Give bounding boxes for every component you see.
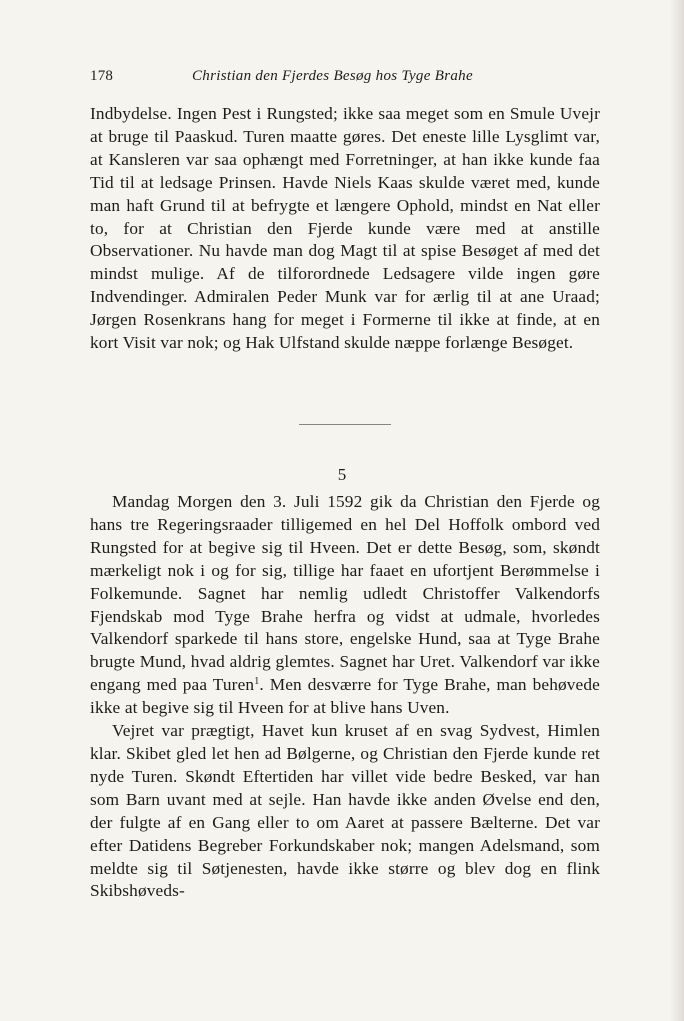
section-paragraph-2: Vejret var prægtigt, Havet kun kruset af en svag Sydvest, Himlen klar. Skibet gled let hen ad Bølgerne, og Christian den Fjerde kunde ret nyde Turen. Skøndt Eftertiden har villet vide bedre Besked, var han som Barn uvant med at sejle. Han havde ikke anden Øvelse end den, der fulgte af en Gang eller to om Aaret at passere Bælterne. Det var efter Datidens Begreber Forkundskaber nok; mangen Adelsmand, som meldte sig til Søtjenesten, havde ikke større og blev dog en flink Skibshøveds- <box>90 721 600 901</box>
running-head-title: Christian den Fjerdes Besøg hos Tyge Brahe <box>192 68 473 84</box>
continuation-text <box>90 103 600 355</box>
footnote-marker[interactable]: 1 <box>254 676 260 688</box>
paragraph-1-text: Mandag Morgen den 3. Juli 1592 gik da Christian den Fjerde og hans tre Regeringsraader tilligemed en hel Del Hoffolk ombord ved Rungsted for at begive sig til Hveen. Det er dette Besøg, som, skøndt mærkeligt nok i og for sig, tillige har faaet en ufortjent Berømmelse i Folkemunde. Sagnet har nemlig udledt Christoffer Valkendorfs Fjendskab mod Tyge Brahe herfra og vidst at udmale, hvorledes Valkendorf sparkede til hans store, engelske Hund, saa at Tyge Brahe brugte Mund, hvad aldrig glemtes. Sagnet har Uret. Valkendorf var ikke engang med paa Turen <box>90 492 600 695</box>
running-head <box>90 68 600 92</box>
paragraph-1-continuation: . Men desværre for Tyge Brahe, man behøvede ikke at begive sig til Hveen for at blive hans Uven. <box>90 675 600 718</box>
page-number: 178 <box>90 68 114 84</box>
section-number: 5 <box>337 465 347 484</box>
section-paragraph-1 <box>90 491 600 720</box>
continuation-paragraph: Indbydelse. Ingen Pest i Rungsted; ikke saa meget som en Smule Uvejr at bruge til Paaskud. Turen maatte gøres. Det eneste lille Lysglimt var, at Kansleren var saa ophængt med Forretninger, at han ikke kunde faa Tid til at ledsage Prinsen. Havde Niels Kaas skulde været med, kunde man haft Grund til at befrygte et længere Ophold, mindst en Nat eller to, for at Christian den Fjerde kunde være med at anstille Observationer. Nu havde man dog Magt til at spise Besøget af med det mindst mulige. Af de tilforordnede Ledsagere vilde ingen gøre Indvendinger. Admiralen Peder Munk var for ærlig til at ane Uraad; Jørgen Rosenkrans hang for meget i Formerne til ikke at finde, at en kort Visit var nok; og Hak Ulfstand skulde næppe forlænge Besøget. <box>90 104 600 353</box>
section-text <box>90 491 600 903</box>
section-divider <box>299 424 391 425</box>
page-edge-shadow <box>670 0 684 1021</box>
